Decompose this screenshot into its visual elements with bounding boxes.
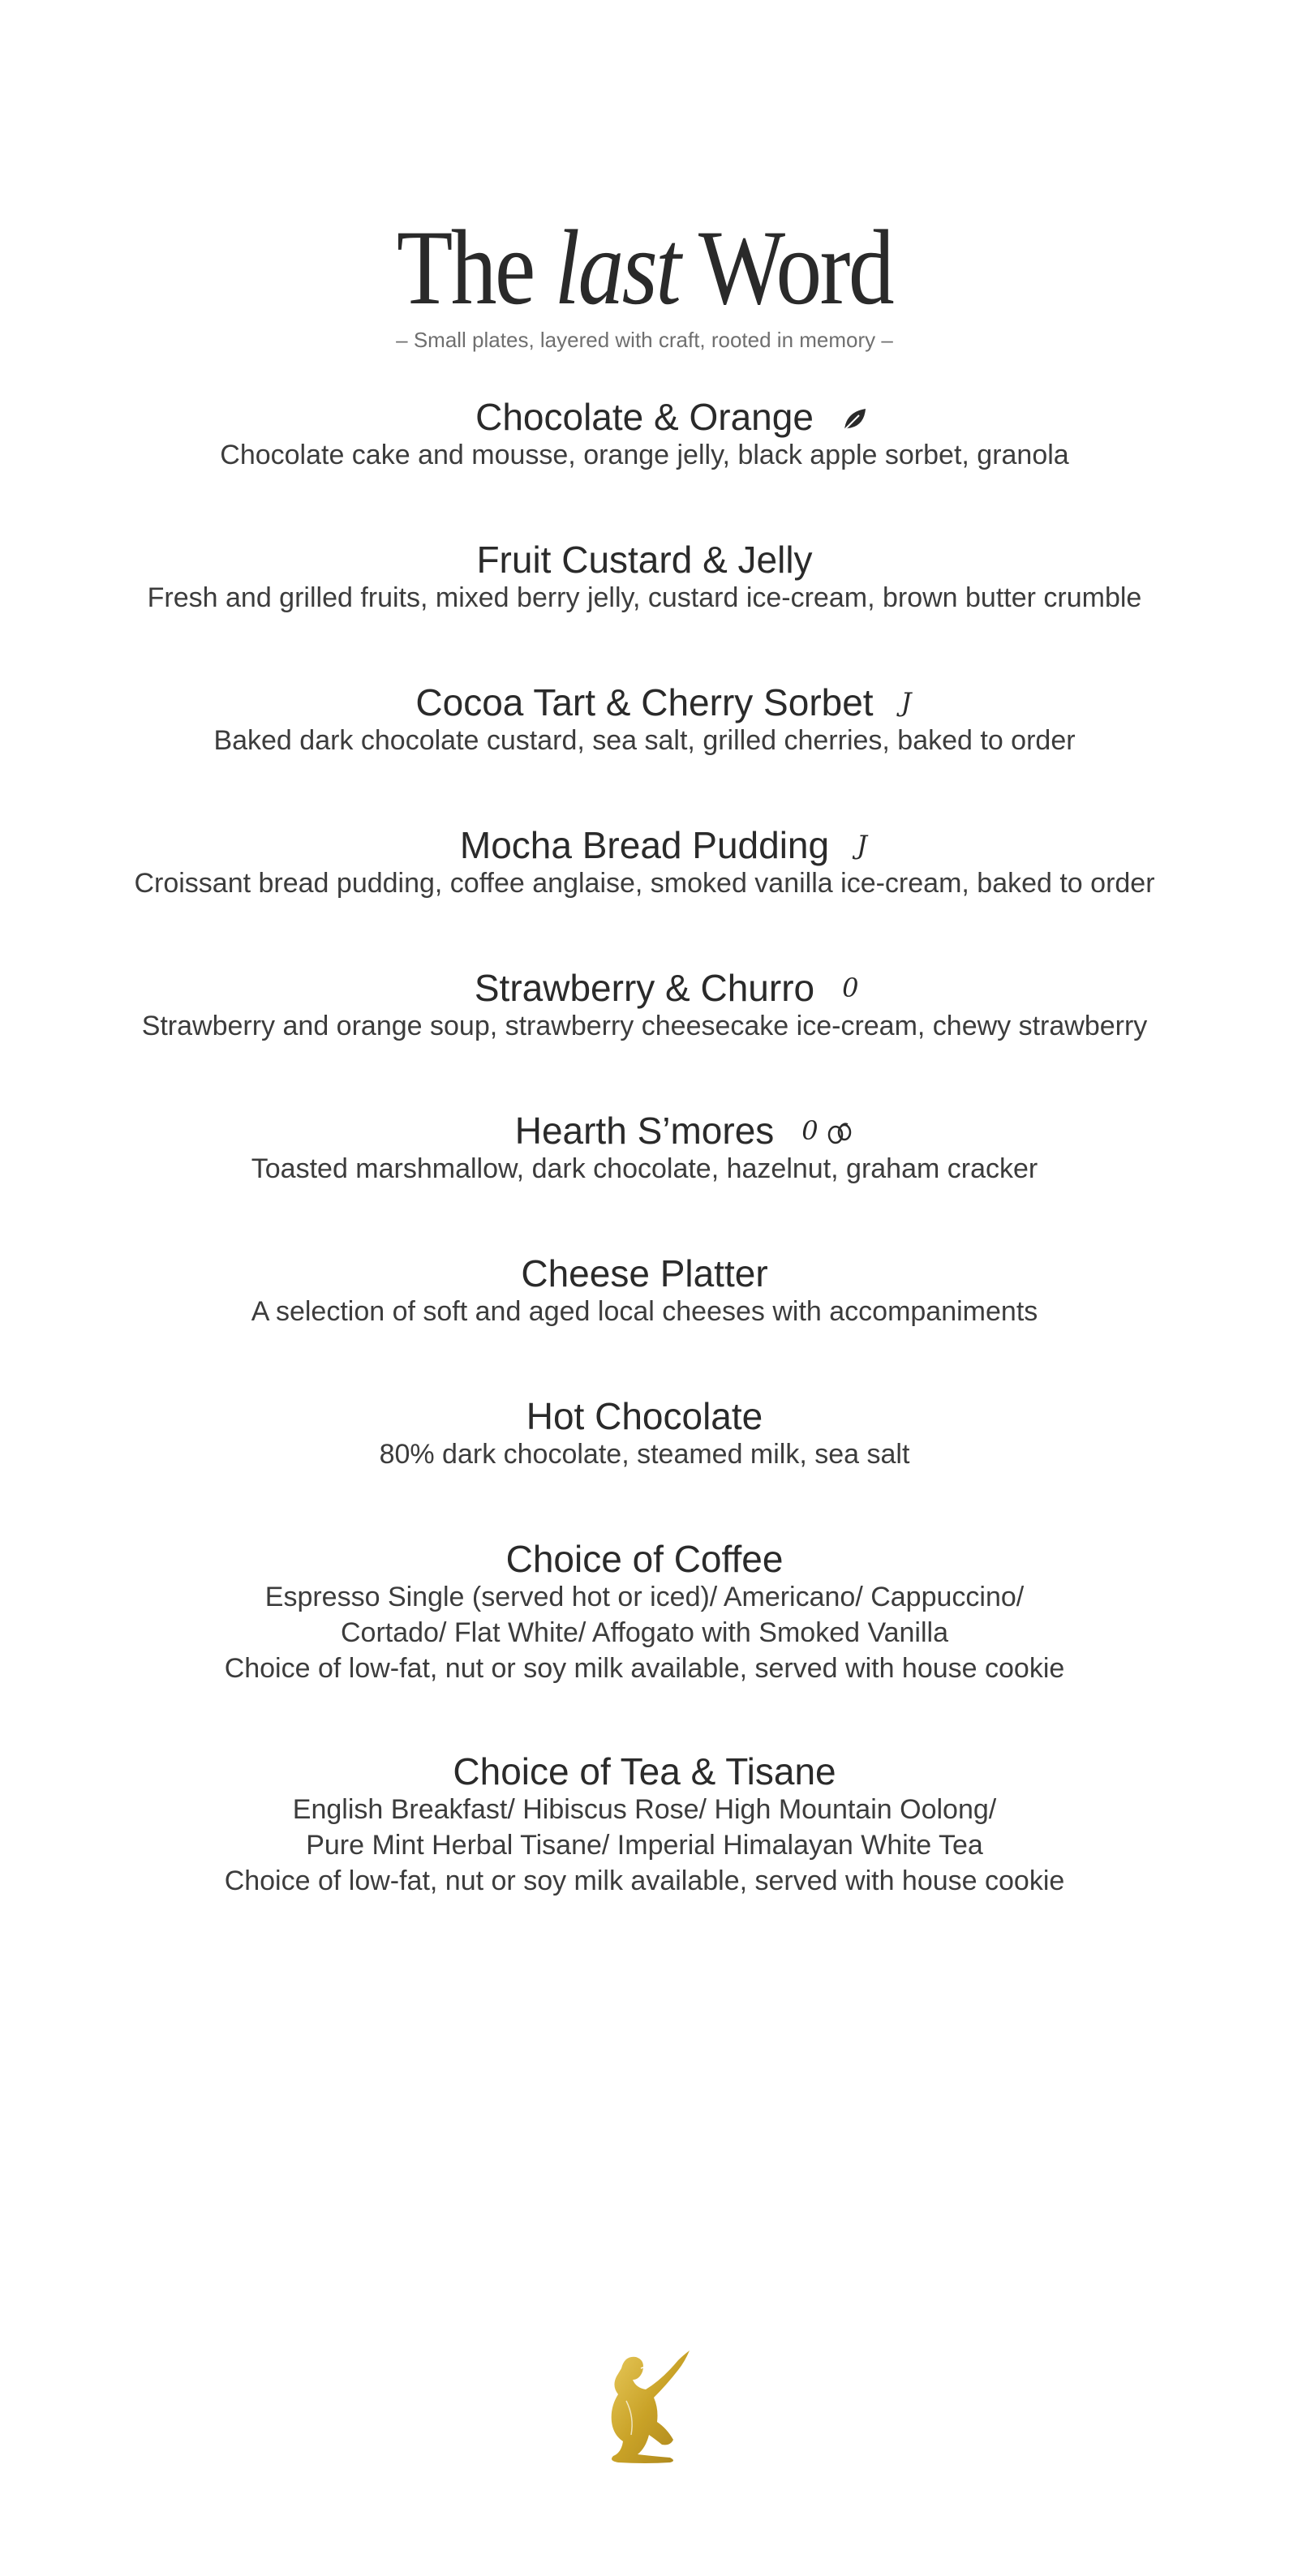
leaf-icon [841,401,869,432]
dietary-mark-j: J [857,830,867,861]
menu-item-description: 80% dark chocolate, steamed milk, sea salt [379,1439,910,1470]
menu-item-name: Chocolate & Orange [475,393,814,440]
menu-item-description: Chocolate cake and mousse, orange jelly, black apple sorbet, granola [220,440,1069,470]
menu-item-name: Hot Chocolate [526,1395,763,1437]
menu-item [0,536,1289,616]
title-part-2: Word [698,208,893,327]
menu-item-name: Cheese Platter [521,1252,768,1294]
menu-item [0,1393,1289,1472]
gold-figure-logo-icon [589,2344,699,2467]
dietary-icons [842,969,858,1007]
dietary-icons [841,398,869,436]
menu-item-description: Espresso Single (served hot or iced)/ Americano/ Cappuccino/ Cortado/ Flat White/ Affogato with Smoked Vanilla Choice of low-fat, nut or soy milk available, served with house cookie [224,1582,1065,1684]
nut-icon [827,1115,853,1146]
menu-item [0,1748,1289,1899]
restaurant-title [90,207,1199,328]
dietary-mark-0: 0 [801,1115,819,1146]
menu-item-description: Toasted marshmallow, dark chocolate, hazelnut, graham cracker [251,1153,1038,1184]
menu-item-description: Baked dark chocolate custard, sea salt, grilled cherries, baked to order [213,725,1076,756]
menu-item [0,822,1289,901]
menu-item-description: Fresh and grilled fruits, mixed berry jelly, custard ice-cream, brown butter crumble [147,582,1142,613]
tagline: – Small plates, layered with craft, rooted in memory – [396,328,893,352]
menu-item-name: Fruit Custard & Jelly [476,539,813,581]
menu-item-description: Croissant bread pudding, coffee anglaise, smoked vanilla ice-cream, baked to order [134,868,1155,899]
menu-item-name: Choice of Coffee [505,1538,784,1580]
menu-item [0,1107,1289,1187]
title-italic-part: last [554,208,680,327]
menu-item-description: A selection of soft and aged local cheeses with accompaniments [251,1296,1038,1327]
menu-item-description: Strawberry and orange soup, strawberry cheesecake ice-cream, chewy strawberry [141,1011,1148,1041]
menu-item [0,1535,1289,1686]
menu-item-name: Choice of Tea & Tisane [453,1750,836,1792]
menu-item-name: Hearth S’mores 0 [515,1107,775,1154]
dietary-icons [857,826,867,864]
menu-item-name: Cocoa Tart & Cherry Sorbet J [415,681,912,723]
dietary-mark-j: J [900,687,912,718]
dietary-icons [901,684,912,721]
menu-item [0,679,1289,758]
menu-item [0,964,1289,1044]
menu-item-name: Strawberry & Churro 0 [474,967,859,1009]
menu-item-description: English Breakfast/ Hibiscus Rose/ High Mountain Oolong/ Pure Mint Herbal Tisane/ Imperial Himalayan White Tea Choice of low-fat, nut or soy milk available, served with house cookie [224,1794,1065,1896]
dietary-mark-0: 0 [842,972,859,1003]
menu-item [0,1250,1289,1329]
menu-item-name: Mocha Bread Pudding J [459,824,867,866]
dietary-icons [801,1112,853,1149]
title-part-1: The [396,208,534,327]
menu-item [0,393,1289,473]
